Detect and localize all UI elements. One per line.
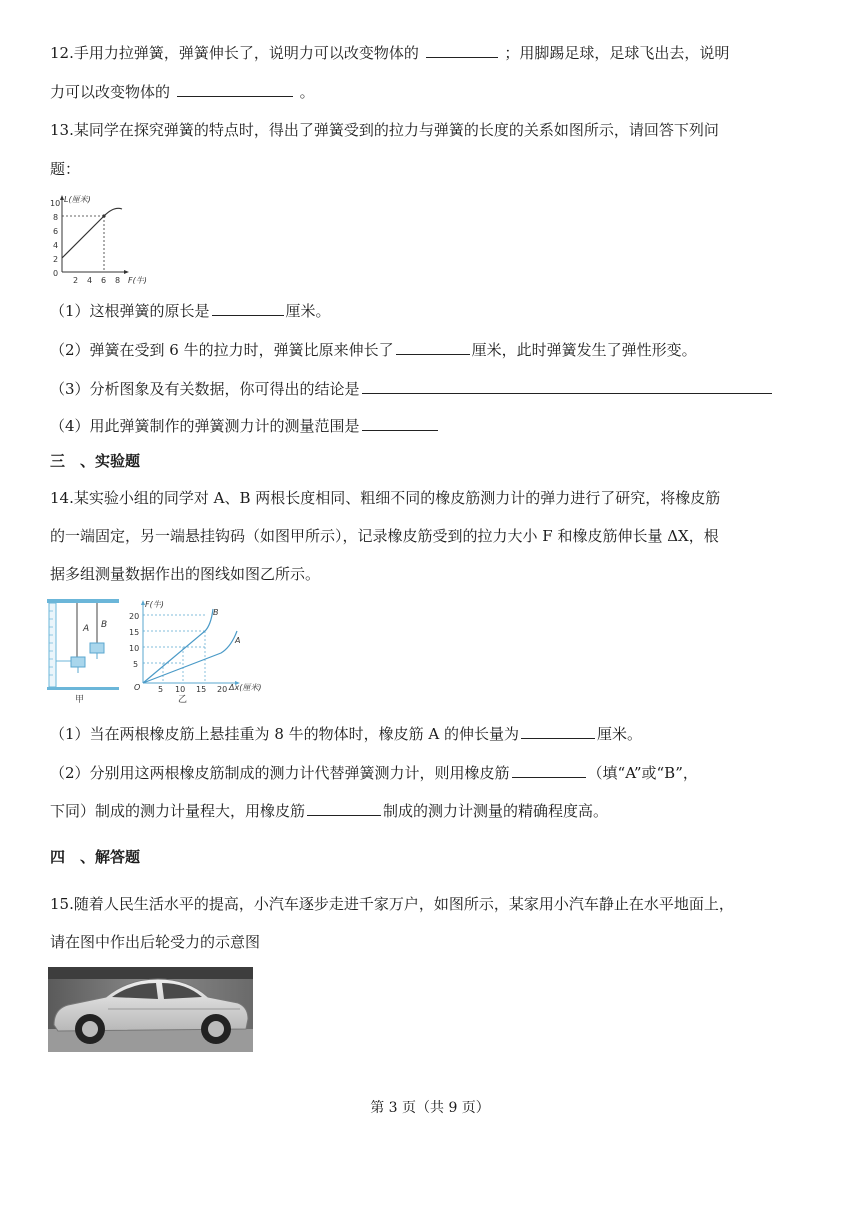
q14-xtick-20: 20 bbox=[217, 685, 228, 694]
q13-blank-4[interactable] bbox=[362, 414, 438, 431]
q13-sub1-unit: 厘米。 bbox=[285, 302, 331, 320]
q14-caption-jia: 甲 bbox=[75, 695, 85, 703]
q14-sub2-text2: 下同）制成的测力计量程大，用橡皮筋 bbox=[50, 802, 306, 820]
q14-sub2-line2 bbox=[50, 799, 608, 822]
q13-sub3 bbox=[50, 377, 774, 400]
q12-text-d: 。 bbox=[299, 83, 315, 101]
q14-series-b: B bbox=[213, 608, 219, 617]
q13-ytick-0: 0 bbox=[53, 269, 59, 278]
q15-car-photo bbox=[48, 967, 253, 1052]
q13-xtick-6: 6 bbox=[101, 276, 107, 284]
q14-sub2-text: （2）分别用这两根橡皮筋制成的测力计代替弹簧测力计，则用橡皮筋 bbox=[50, 764, 510, 782]
q14-blank-3[interactable] bbox=[307, 799, 381, 816]
q13-xtick-4: 4 bbox=[87, 276, 93, 284]
q13-ytick-2: 2 bbox=[53, 255, 59, 264]
q12-text-b: ；用脚踢足球，足球飞出去，说明 bbox=[504, 44, 730, 62]
q12-line1 bbox=[50, 41, 729, 64]
q14-xtick-10: 10 bbox=[175, 685, 186, 694]
q14-line-b bbox=[143, 609, 213, 683]
q14-sub2-hint: （填“A”或“B”， bbox=[587, 764, 698, 782]
q14-label-a: A bbox=[83, 624, 90, 634]
q13-sub1-text: （1）这根弹簧的原长是 bbox=[50, 302, 210, 320]
q13-sub2-tail: 厘米，此时弹簧发生了弹性形变。 bbox=[471, 341, 697, 359]
q12-text-c: 力可以改变物体的 bbox=[50, 83, 171, 101]
q12-blank-1[interactable] bbox=[426, 41, 498, 58]
q14-sub1-unit: 厘米。 bbox=[597, 725, 643, 743]
q14-xlabel: Δx(厘米) bbox=[229, 683, 262, 692]
q14-series-a: A bbox=[235, 636, 241, 645]
q14-line1: 14.某实验小组的同学对 A、B 两根长度相同、粗细不同的橡皮筋测力计的弹力进行了研究，将橡皮筋 bbox=[50, 489, 721, 507]
q14-sub1 bbox=[50, 722, 642, 745]
q14-figure-yi bbox=[125, 597, 275, 703]
q14-xtick-5: 5 bbox=[158, 685, 164, 694]
q13-xlabel: F(牛) bbox=[128, 276, 147, 284]
q14-sub2-line1 bbox=[50, 761, 698, 784]
q13-blank-2[interactable] bbox=[396, 338, 470, 355]
q14-xtick-15: 15 bbox=[196, 685, 207, 694]
q13-xtick-2: 2 bbox=[73, 276, 79, 284]
q13-line2: 题： bbox=[50, 160, 81, 178]
q13-sub2 bbox=[50, 338, 697, 361]
q14-blank-2[interactable] bbox=[512, 761, 586, 778]
q13-ytick-8: 8 bbox=[53, 213, 59, 222]
q13-xtick-8: 8 bbox=[115, 276, 121, 284]
q14-ytick-20: 20 bbox=[129, 612, 140, 621]
q14-figure-jia bbox=[47, 597, 119, 703]
q13-ytick-4: 4 bbox=[53, 241, 59, 250]
q14-line-a bbox=[143, 631, 237, 683]
q14-ylabel: F(牛) bbox=[145, 600, 164, 609]
q14-origin: O bbox=[134, 683, 141, 692]
q12-text-a: 12.手用力拉弹簧，弹簧伸长了，说明力可以改变物体的 bbox=[50, 44, 419, 62]
q13-line1: 13.某同学在探究弹簧的特点时，得出了弹簧受到的拉力与弹簧的长度的关系如图所示，请回答下列问 bbox=[50, 121, 719, 139]
section-4-heading: 四 、解答题 bbox=[50, 848, 141, 866]
q14-blank-1[interactable] bbox=[521, 722, 595, 739]
q13-blank-1[interactable] bbox=[212, 299, 284, 316]
q13-sub2-text: （2）弹簧在受到 6 牛的拉力时，弹簧比原来伸长了 bbox=[50, 341, 394, 359]
q13-sub3-text: （3）分析图象及有关数据，你可得出的结论是 bbox=[50, 380, 360, 398]
q13-spring-graph bbox=[48, 192, 158, 284]
q12-blank-2[interactable] bbox=[177, 80, 293, 97]
q13-sub1 bbox=[50, 299, 331, 322]
q12-line2 bbox=[50, 80, 315, 103]
q15-line2: 请在图中作出后轮受力的示意图 bbox=[50, 933, 261, 951]
q13-sub4-text: （4）用此弹簧制作的弹簧测力计的测量范围是 bbox=[50, 417, 360, 435]
section-3-heading: 三 、实验题 bbox=[50, 452, 141, 470]
q14-line2: 的一端固定，另一端悬挂钩码（如图甲所示），记录橡皮筋受到的拉力大小 F 和橡皮筋伸长量 ΔX，根 bbox=[50, 527, 719, 545]
q14-sub1-text: （1）当在两根橡皮筋上悬挂重为 8 牛的物体时，橡皮筋 A 的伸长量为 bbox=[50, 725, 519, 743]
q14-ytick-15: 15 bbox=[129, 628, 140, 637]
q13-sub4 bbox=[50, 414, 440, 437]
q15-line1: 15.随着人民生活水平的提高，小汽车逐步走进千家万户，如图所示，某家用小汽车静止在水平地面上， bbox=[50, 895, 734, 913]
q14-line3: 据多组测量数据作出的图线如图乙所示。 bbox=[50, 565, 321, 583]
q14-label-b: B bbox=[101, 620, 108, 630]
q14-ytick-10: 10 bbox=[129, 644, 140, 653]
q13-blank-3[interactable] bbox=[362, 377, 772, 394]
q13-ylabel: L(厘米) bbox=[64, 195, 91, 204]
q14-caption-yi: 乙 bbox=[178, 695, 188, 703]
q13-ytick-10: 10 bbox=[50, 199, 61, 208]
page-footer: 第 3 页（共 9 页） bbox=[370, 1100, 490, 1116]
q13-ytick-6: 6 bbox=[53, 227, 59, 236]
q14-sub2-tail: 制成的测力计测量的精确程度高。 bbox=[383, 802, 609, 820]
q14-ytick-5: 5 bbox=[133, 660, 139, 669]
